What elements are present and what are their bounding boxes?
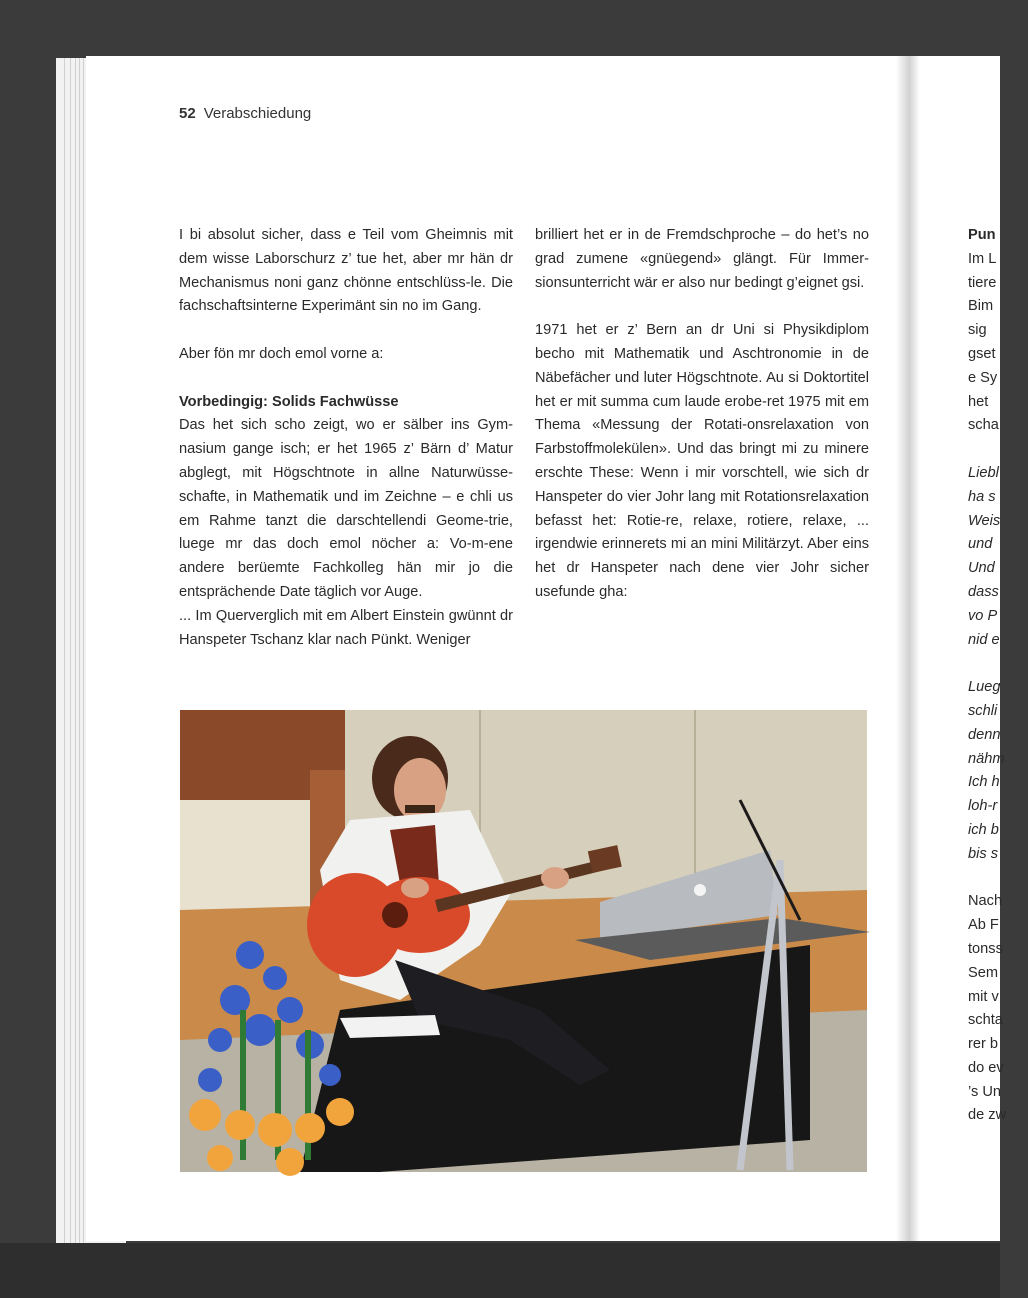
fragment-line: do ev — [968, 1059, 1004, 1076]
facing-page-text-fragment — [968, 224, 1028, 1128]
fragment-line: tiere — [968, 274, 997, 291]
fragment-line: Sem — [968, 964, 999, 981]
fragment-line: tonss — [968, 940, 1003, 957]
fragment-italic-line: nid e — [968, 631, 1000, 648]
book-gutter — [896, 56, 920, 1241]
running-head — [179, 105, 311, 122]
fragment-italic-line: Liebl — [968, 464, 999, 481]
fragment-italic-line: Ich h — [968, 774, 1000, 791]
paragraph: Das het sich scho zeigt, wo er sälber ins Gym-nasium gange isch; er het 1965 z’ Bärn d’ Matur abglegt, mit Högschtnote in allne Naturwüsse-schafte, in Mathematik und im Zeichne – e chli us em Rahme tanzt die darschtellendi Geome-trie, luege mr das doch emol nöcher a: Vo-m-ene andere berüemte Fachkolleg hän mir jo die entsprächende Date täglich vor Auge. — [179, 417, 513, 600]
fragment-italic-line: Und — [968, 560, 995, 577]
section-heading: Vorbedingig: Solids Fachwüsse — [179, 393, 399, 410]
paragraph: brilliert het er in de Fremdschproche – do het’s no grad zumene «gnüegend» glängt. Für Immer-sionsunterricht wär er also nur bedingt g’eignet gsi. — [535, 227, 869, 291]
fragment-line: schta — [968, 1012, 1003, 1029]
paragraph: 1971 het er z’ Bern an dr Uni si Physikdiplom becho mit Mathematik und Aschtronomie in de Näbefächer und luter Högschtnote. Au si Doktortitel het er mit summa cum laude erobe-ret 1975 mit em Thema «Messung der Rotati-onsrelaxation von Farbstoffmolekülen». Und das bringt mi zu minere erschte These: Wenn i mir vorschtell, wie sich dr Hanspeter do vier Johr lang mit Rotationsrelaxation befasst het: Rotie-re, relaxe, rotiere, relaxe, ... irgendwie erinnerets mi an mini Militärzyt. Aber eins het dr Hanspeter nach dene vier Johr sicher usefunde gha: — [535, 322, 869, 600]
fragment-italic-line: und — [968, 536, 993, 553]
fragment-italic-line: denn — [968, 726, 1001, 743]
paragraph: Aber fön mr doch emol vorne a: — [179, 345, 384, 362]
fragment-line: Bim — [968, 298, 994, 315]
fragment-line: ’s Un — [968, 1083, 1001, 1100]
fragment-heading: Pun — [968, 227, 996, 243]
fragment-line: mit v — [968, 988, 999, 1005]
fragment-line: Im L — [968, 250, 997, 267]
fragment-line: de zw — [968, 1107, 1007, 1124]
fragment-line: e Sy — [968, 369, 998, 386]
fragment-italic-line: dass — [968, 583, 999, 600]
fragment-italic-line: loh-r — [968, 798, 998, 815]
fragment-line: sig — [968, 322, 987, 339]
fragment-italic-line: bis s — [968, 845, 999, 862]
photo-illustration — [180, 710, 867, 1172]
scan-background-bottom — [0, 1243, 1000, 1298]
fragment-italic-line: ich b — [968, 821, 999, 838]
fragment-line: rer b — [968, 1036, 999, 1053]
fragment-line: gset — [968, 345, 996, 362]
fragment-line: Nach — [968, 893, 1003, 910]
fragment-italic-line: Weis — [968, 512, 1001, 529]
photo-man-playing-guitar — [180, 710, 867, 1172]
fragment-line: scha — [968, 417, 999, 434]
page-number: 52 — [179, 105, 196, 122]
fragment-italic-line: Lueg — [968, 679, 1001, 696]
fragment-italic-line: schli — [968, 702, 998, 719]
fragment-line: Ab F — [968, 917, 999, 934]
fragment-italic-line: vo P — [968, 607, 998, 624]
section-title: Verabschiedung — [203, 105, 312, 122]
paragraph: ... Im Querverglich mit em Albert Einstein gwünnt dr Hanspeter Tschanz klar nach Pünkt. Weniger — [179, 607, 513, 648]
fragment-line: het — [968, 393, 989, 410]
paragraph: I bi absolut sicher, dass e Teil vom Gheimnis mit dem wisse Laborschurz z’ tue het, aber mr hän dr Mechanismus noni ganz chönne entschlüss-le. Die fachschaftsinterne Experimänt sin no im Gang. — [179, 227, 513, 315]
fragment-italic-line: ha s — [968, 488, 996, 505]
fragment-italic-line: nähm — [968, 750, 1005, 767]
left-text-column — [179, 224, 513, 652]
right-text-column — [535, 224, 869, 605]
